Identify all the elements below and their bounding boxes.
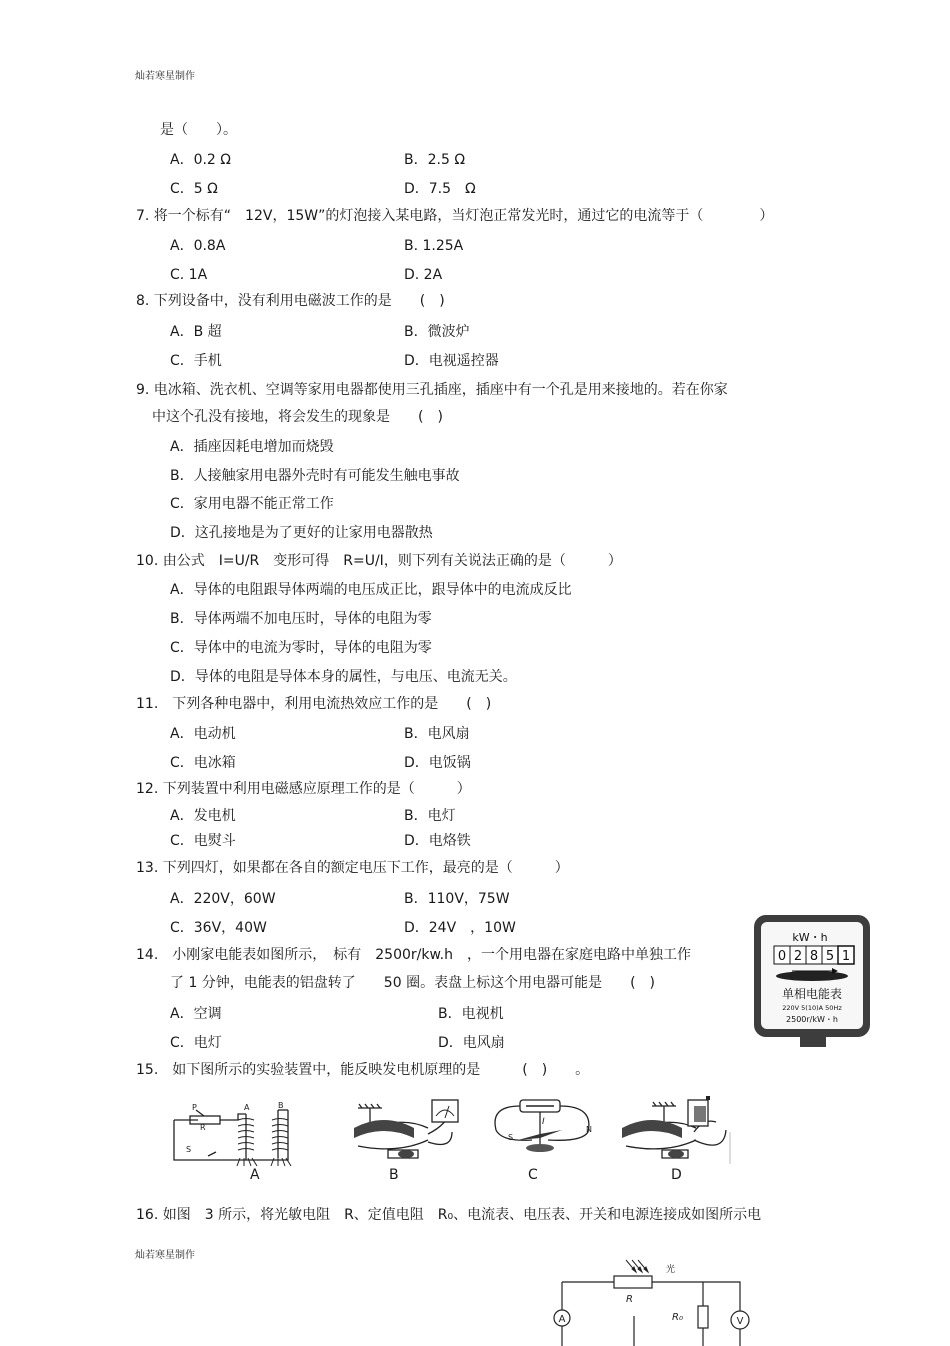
q6-stem-end: 是（ ）。 [160,122,237,138]
q6-option-b: B．2.5 Ω [404,152,466,168]
q13-option-c: C．36V，40W [170,920,267,936]
q10-stem: 10. 由公式 I=U/R 变形可得 R=U/I，则下列有关说法正确的是（ ） [136,553,622,569]
circuit-label-light: 光 [666,1265,676,1275]
q11-option-d: D．电饭锅 [404,755,471,771]
q12-stem: 12. 下列装置中利用电磁感应原理工作的是（ ） [136,781,471,797]
q14-option-a: A．空调 [170,1006,222,1022]
q15-label-d: D [671,1167,682,1183]
q8-option-c: C．手机 [170,353,222,369]
q12-option-a: A．发电机 [170,808,236,824]
q14-option-b: B．电视机 [438,1006,504,1022]
q10-option-d: D．导体的电阻是导体本身的属性，与电压、电流无关。 [170,669,517,685]
fig-a-label-s: S [186,1145,192,1154]
q14-stem-line1: 14. 小刚家电能表如图所示， 标有 2500r/kw.h ，一个用电器在家庭电路中单独工作 [136,947,691,963]
q15-label-b: B [389,1167,399,1183]
q13-option-a: A．220V，60W [170,891,276,907]
q9-option-d: D．这孔接地是为了更好的让家用电器散热 [170,525,433,541]
q9-stem-line1: 9. 电冰箱、洗衣机、空调等家用电器都使用三孔插座，插座中有一个孔是用来接地的。若在你家 [136,382,728,398]
circuit-voltmeter-label: V [736,1316,744,1327]
q8-stem: 8. 下列设备中，没有利用电磁波工作的是 ( ) [136,293,445,309]
q11-option-a: A．电动机 [170,726,236,742]
q15-figure-a [168,1100,308,1170]
q8-option-b: B．微波炉 [404,324,470,340]
q7-option-c: C. 1A [170,267,208,283]
q6-option-d: D．7.5 Ω [404,181,476,197]
circuit-ammeter-label: A [558,1314,566,1325]
q11-option-b: B．电风扇 [404,726,470,742]
q12-option-c: C．电熨斗 [170,833,236,849]
q15-label-a: A [250,1167,260,1183]
meter-digit-1: 0 [777,949,787,964]
q8-option-a: A．B 超 [170,324,222,340]
q10-option-c: C．导体中的电流为零时，导体的电阻为零 [170,640,432,656]
q7-option-a: A．0.8A [170,238,226,254]
fig-c-label-s: S [508,1133,514,1142]
q13-stem: 13. 下列四灯，如果都在各自的额定电压下工作，最亮的是（ ） [136,860,569,876]
q10-option-b: B．导体两端不加电压时，导体的电阻为零 [170,611,432,627]
q12-option-d: D．电烙铁 [404,833,471,849]
q14-stem-line2: 了 1 分钟，电能表的铝盘转了 50 圈。表盘上标这个用电器可能是 ( ) [170,975,655,991]
meter-digit-2: 2 [793,949,803,964]
q13-option-d: D．24V ，10W [404,920,516,936]
q15-figure-d [622,1092,734,1164]
q9-option-c: C．家用电器不能正常工作 [170,496,334,512]
fig-a-label-r: R [200,1123,206,1132]
meter-disc [776,971,848,981]
fig-a-label-b: B [278,1101,284,1110]
q10-option-a: A．导体的电阻跟导体两端的电压成正比，跟导体中的电流成反比 [170,582,572,598]
meter-unit: kW・h [792,931,828,944]
q15-stem: 15. 如下图所示的实验装置中，能反映发电机原理的是 ( ) 。 [136,1062,590,1078]
q9-stem-line2: 中这个孔没有接地，将会发生的现象是 ( ) [152,409,443,425]
q14-option-c: C．电灯 [170,1035,222,1051]
electric-meter-figure [752,913,872,1051]
q11-option-c: C．电冰箱 [170,755,236,771]
q16-circuit-figure [548,1258,758,1346]
q6-option-c: C．5 Ω [170,181,218,197]
meter-rate: 2500r/kW・h [786,1015,838,1024]
q7-stem: 7. 将一个标有“ 12V，15W”的灯泡接入某电路，当灯泡正常发光时，通过它的电流等于（ ） [136,208,774,224]
q13-option-b: B．110V，75W [404,891,510,907]
circuit-label-r0: R₀ [672,1312,683,1323]
q9-option-a: A．插座因耗电增加而烧毁 [170,439,334,455]
q12-option-b: B．电灯 [404,808,456,824]
q9-option-b: B．人接触家用电器外壳时有可能发生触电事故 [170,468,460,484]
fig-c-label-i: I [542,1117,545,1127]
circuit-label-r: R [626,1294,633,1305]
q14-option-d: D．电风扇 [438,1035,505,1051]
meter-digit-3: 8 [809,949,819,964]
q15-figure-b [348,1094,468,1164]
meter-digit-5: 1 [841,949,851,964]
q15-label-c: C [528,1167,538,1183]
fig-a-label-p: P [192,1103,197,1112]
fig-c-label-n: N [586,1125,592,1134]
q11-stem: 11. 下列各种电器中，利用电流热效应工作的是 ( ) [136,696,492,712]
meter-spec: 220V 5(10)A 50Hz [782,1004,842,1012]
page-footer: 灿若寒星制作 [135,1250,195,1261]
q16-stem: 16. 如图 3 所示，将光敏电阻 R、定值电阻 R₀、电流表、电压表、开关和电源连接成如图所示电 [136,1207,762,1223]
meter-name: 单相电能表 [781,987,843,1001]
q7-option-b: B. 1.25A [404,238,464,254]
q8-option-d: D．电视遥控器 [404,353,499,369]
q6-option-a: A．0.2 Ω [170,152,231,168]
meter-digit-4: 5 [825,949,835,964]
q7-option-d: D. 2A [404,267,443,283]
fig-a-label-a: A [244,1103,250,1112]
q15-figure-c [490,1090,600,1160]
page-header: 灿若寒星制作 [135,71,195,82]
